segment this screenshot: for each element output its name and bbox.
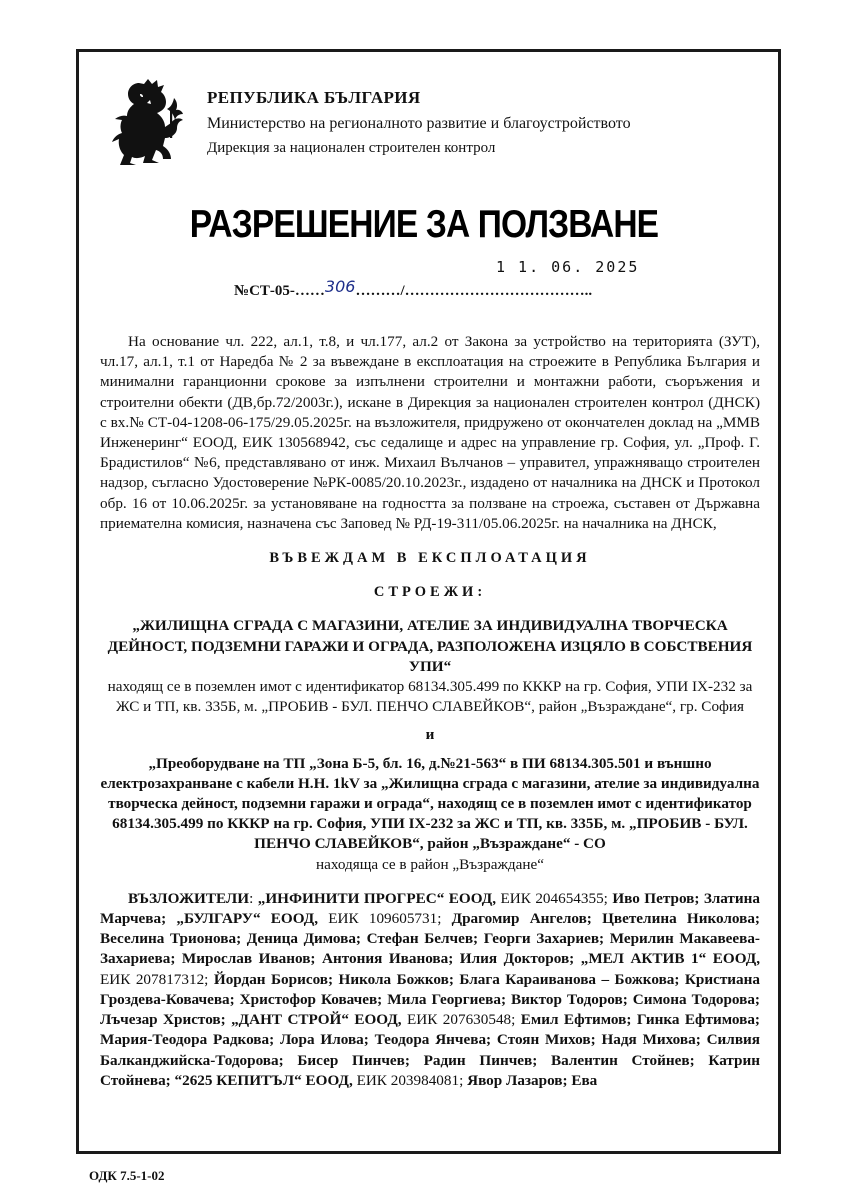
building2-title: „Преоборудване на ТП „Зона Б-5, бл. 16, д.№21-563“ в ПИ 68134.305.501 и външно електрозахранване с кабели Н.Н. 1kV за „Жилищна сграда с магазини, ателие за индивидуална творческа дейност, подземни гаражи и ограда“, находящ се в поземлен имот с идентификатор 68134.305.499 по КККР на гр. София, УПИ IX-232 за ЖС и ТП, кв. 335Б, м. „ПРОБИВ - БУЛ. ПЕНЧО СЛАВЕЙКОВ“, район „Възраждане“ - СО xyxy=(100,754,760,853)
assignor-segment: ЕИК 207630548; xyxy=(401,1011,521,1029)
assignor-segment: ЕИК 203984081; xyxy=(352,1071,468,1089)
assignors-label: ВЪЗЛОЖИТЕЛИ xyxy=(128,889,250,907)
permit-number xyxy=(234,277,593,300)
building2-location: находяща се в район „Възраждане“ xyxy=(315,855,545,873)
date-stamp: 1 1. 06. 2025 xyxy=(496,258,640,276)
number-dots-rest: ………/……………………………….. xyxy=(355,283,593,299)
ministry-name: Министерство на регионалното развитие и благоустройството xyxy=(207,115,631,132)
assignors-paragraph: ВЪЗЛОЖИТЕЛИ: „ИНФИНИТИ ПРОГРЕС“ ЕООД, ЕИК 204654355; Иво Петров; Златина Марчева; „БУЛГАРУ“ ЕООД, ЕИК 109605731; Драгомир Ангелов; Цветелина Николова; Веселина Трионова; Деница Димова; Стефан Белчев; Георги Захариев; Мерилин Макавеева-Захариева; Мирослав Иванов; Антония Иванова; Илия Докторов; „МЕЛ АКТИВ 1“ ЕООД, ЕИК 207817312; Йордан Борисов; Никола Божков; Блага Караиванова – Божкова; Кристиана Гроздева-Ковачева; Христофор Ковачев; Мила Георгиева; Виктор Тодоров; Симона Тодорова; Лъчезар Христов; „ДАНТ СТРОЙ“ ЕООД, ЕИК 207630548; Емил Ефтимов; Гинка Ефтимова; Мария-Теодора Радкова; Лора Илова; Теодора Янчева; Стоян Михов; Надя Михова; Силвия Балканджийска-Тодорова; Бисер Пинчев; Радин Пинчев; Валентин Стойнев; Катрин Стойнева; “2625 КЕПИТЪЛ“ ЕООД, ЕИК 203984081; Явор Лазаров; Ева xyxy=(100,889,760,1089)
assignor-segment: Емил Ефтимов; Гинка Ефтимова; Мария-Теодора Радкова; Лора Илова; Теодора Янчева; Стоян Михов; Надя Михова; Силвия Балканджийска-Тодорова; Бисер Пинчев; Радин Пинчев; Валентин Стойнев; Катрин Стойнева; “2625 КЕПИТЪЛ“ ЕООД, xyxy=(100,1011,760,1089)
building1-location: находящ се в поземлен имот с идентификатор 68134.305.499 по КККР на гр. София, УПИ IX-232 за ЖС и ТП, кв. 335Б, м. „ПРОБИВ - БУЛ. ПЕНЧО СЛАВЕЙКОВ“, район „Възраждане“, гр. София xyxy=(107,678,753,716)
assignor-segment: ЕИК 109605731; xyxy=(318,910,452,928)
assignor-segment: Йордан Борисов; Никола Божков; Блага Караиванова – Божкова; Кристиана Гроздева-Ковачева; Христофор Ковачев; Мила Георгиева; Виктор Тодоров; Симона Тодорова; Лъчезар Христов; „ДАНТ СТРОЙ“ ЕООД, xyxy=(100,970,760,1029)
coat-of-arms-lion-icon xyxy=(106,78,188,173)
assignor-segment: Явор Лазаров; Ева xyxy=(467,1071,598,1089)
document-body xyxy=(100,332,760,1091)
document-title: РАЗРЕШЕНИЕ ЗА ПОЛЗВАНЕ xyxy=(189,203,659,246)
building1-title: „ЖИЛИЩНА СГРАДА С МАГАЗИНИ, АТЕЛИЕ ЗА ИНДИВИДУАЛНА ТВОРЧЕСКА ДЕЙНОСТ, ПОДЗЕМНИ ГАРАЖИ И ОГРАДА, РАЗПОЛОЖЕНА ИЗЦЯЛО В СОБСТВЕНИЯ УПИ“ xyxy=(107,617,753,675)
assignor-segment: ЕИК 204654355; xyxy=(496,889,613,907)
assignor-segment: „ИНФИНИТИ ПРОГРЕС“ ЕООД, xyxy=(257,889,497,907)
heading-commission: ВЪВЕЖДАМ В ЕКСПЛОАТАЦИЯ xyxy=(269,550,591,567)
number-dots-left: …… xyxy=(294,283,325,299)
heading-buildings: СТРОЕЖИ: xyxy=(373,584,487,601)
country-name: РЕПУБЛИКА БЪЛГАРИЯ xyxy=(207,88,421,107)
conjunction: и xyxy=(425,726,435,744)
assignor-segment: Драгомир Ангелов; Цветелина Николова; Веселина Трионова; Деница Димова; Стефан Белчев; Георги Захариев; Мерилин Макавеева-Захариева; Мирослав Иванов; Антония Иванова; Илия Докторов; „МЕЛ АКТИВ 1“ ЕООД, xyxy=(100,910,760,968)
form-code: ОДК 7.5-1-02 xyxy=(89,1168,165,1183)
directorate-name: Дирекция за национален строителен контрол xyxy=(207,140,496,156)
handwritten-number: 306 xyxy=(324,277,356,296)
assignors-list xyxy=(100,890,760,1089)
preamble-paragraph: На основание чл. 222, ал.1, т.8, и чл.177, ал.2 от Закона за устройство на територията (ЗУТ), чл.17, ал.1, т.1 от Наредба № 2 за въвеждане в експлоатация на строежите в Република България и минимални гаранционни срокове за изпълнени строителни и монтажни работи, съоръжения и строителни обекти (ДВ,бр.72/2003г.), искане в Дирекция за национален строителен контрол (ДНСК) с вх.№ СТ-04-1208-06-175/29.05.2025г. на възложителя, придружено от окончателен доклад на „ММВ Инженеринг“ ЕООД, ЕИК 130568942, със седалище и адрес на управление гр. София, ул. „Проф. Г. Брадистилов“ №6, представлявано от инж. Михаил Вълчанов – управител, упражняващо строителен надзор, съгласно Удостоверение №РК-0085/20.10.2023г., издадено от началника на ДНСК и Протокол обр. 16 от 10.06.2025г. за установяване на годността за ползване на строежа, съставен от Държавна приемателна комисия, назначена със Заповед № РД-19-311/05.06.2025г. на началника на ДНСК, xyxy=(100,333,760,532)
issuer-header xyxy=(207,88,747,157)
assignor-segment: Иво Петров; Златина Марчева; „БУЛГАРУ“ ЕООД, xyxy=(100,889,760,928)
assignor-segment: ЕИК 207817312; xyxy=(100,970,214,988)
number-prefix: №СТ-05- xyxy=(234,283,295,299)
